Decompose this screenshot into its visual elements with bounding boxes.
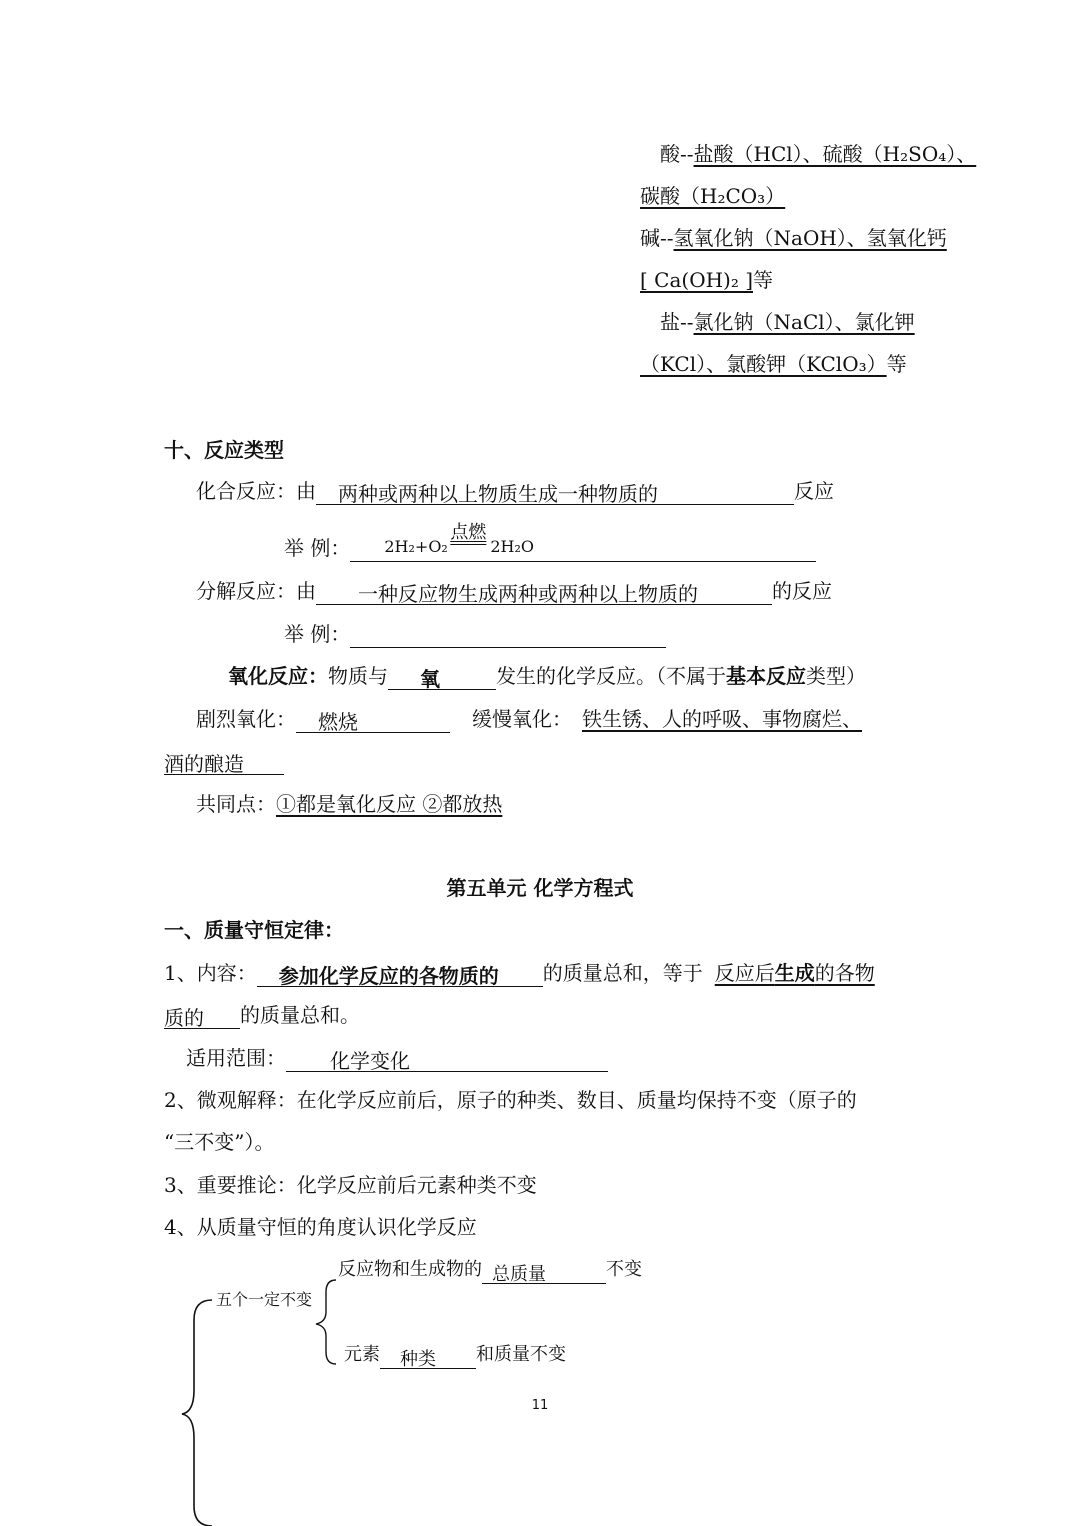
conservation-content: 1、内容： 参加化学反应的各物质的 的质量总和，等于 反应后生成的各物 bbox=[164, 961, 875, 988]
content-blank-1: 参加化学反应的各物质的 bbox=[257, 962, 543, 987]
view-reaction: 4、从质量守恒的角度认识化学反应 bbox=[164, 1215, 477, 1239]
conservation-content-2: 质的 的质量总和。 bbox=[164, 1003, 360, 1030]
content-blank-2: 反应后生成的各物 bbox=[714, 961, 875, 985]
unit5-heading1: 一、质量守恒定律： bbox=[164, 918, 344, 942]
salt-line: 盐--氯化钠（NaCl）、氯化钾 bbox=[660, 310, 915, 334]
combination-blank: 两种或两种以上物质生成一种物质的 bbox=[316, 480, 794, 505]
acid-line-2: 碳酸（H₂CO₃） bbox=[640, 184, 786, 208]
section10-heading: 十、反应类型 bbox=[164, 438, 284, 462]
combination-example-blank: 2H₂+O₂ 点燃 2H₂O bbox=[350, 537, 816, 562]
scope-blank: 化学变化 bbox=[286, 1047, 608, 1072]
content-blank-3: 质的 bbox=[164, 1004, 240, 1029]
slow-oxidation-examples: 铁生锈、人的呼吸、事物腐烂、 bbox=[582, 707, 862, 731]
acid-line: 酸--盐酸（HCl）、硫酸（H₂SO₄）、 bbox=[660, 142, 977, 166]
five-unchanged-label: 五个一定不变 bbox=[216, 1290, 313, 1309]
violent-blank: 燃烧 bbox=[296, 708, 450, 733]
branch-total-mass: 反应物和生成物的 总质量 不变 bbox=[338, 1259, 642, 1285]
important-inference: 3、重要推论：化学反应前后元素种类不变 bbox=[164, 1173, 537, 1197]
branch1-blank: 总质量 bbox=[482, 1261, 606, 1284]
acid-examples: 盐酸（HCl）、硫酸（H₂SO₄）、 bbox=[693, 142, 977, 166]
micro-explanation: 2、微观解释：在化学反应前后，原子的种类、数目、质量均保持不变（原子的 bbox=[164, 1088, 857, 1112]
base-line-2: [ Ca(OH)₂ ]等 bbox=[640, 268, 774, 292]
violent-slow-oxidation: 剧烈氧化： 燃烧 缓慢氧化： 铁生锈、人的呼吸、事物腐烂、 bbox=[196, 707, 862, 734]
unit5-title: 第五单元 化学方程式 bbox=[446, 876, 634, 900]
branch2-blank: 种类 bbox=[380, 1346, 476, 1369]
oxidation-blank: 氧 bbox=[388, 665, 496, 690]
inner-brace bbox=[316, 1280, 336, 1364]
outer-brace bbox=[182, 1300, 212, 1526]
common-points: 共同点：①都是氧化反应 ②都放热 bbox=[196, 792, 503, 816]
base-examples: 氢氧化钠（NaOH）、氢氧化钙 bbox=[673, 226, 947, 250]
oxidation-reaction: 氧化反应：物质与 氧 发生的化学反应。（不属于基本反应类型） bbox=[228, 664, 866, 691]
branch-element: 元素 种类 和质量不变 bbox=[344, 1344, 566, 1370]
micro-explanation-2: “三不变”）。 bbox=[164, 1130, 275, 1154]
base-line: 碱--氢氧化钠（NaOH）、氢氧化钙 bbox=[640, 226, 947, 250]
page-number: 11 bbox=[531, 1398, 549, 1413]
combination-reaction: 化合反应：由 两种或两种以上物质生成一种物质的 反应 bbox=[196, 479, 834, 506]
reaction-condition: 点燃 bbox=[450, 522, 487, 543]
scope-line: 适用范围： 化学变化 bbox=[186, 1044, 608, 1072]
salt-examples: 氯化钠（NaCl）、氯化钾 bbox=[693, 310, 915, 334]
slow-blank-2: 酒的酿造 bbox=[164, 750, 284, 775]
decomposition-example: 举 例： bbox=[284, 620, 666, 648]
decomposition-blank: 一种反应物生成两种或两种以上物质的 bbox=[316, 580, 772, 605]
decomposition-reaction: 分解反应：由 一种反应物生成两种或两种以上物质的 的反应 bbox=[196, 579, 832, 606]
combination-example: 举 例： 2H₂+O₂ 点燃 2H₂O bbox=[284, 534, 816, 562]
salt-line-2: （KCl）、氯酸钾（KClO₃）等 bbox=[640, 352, 907, 376]
